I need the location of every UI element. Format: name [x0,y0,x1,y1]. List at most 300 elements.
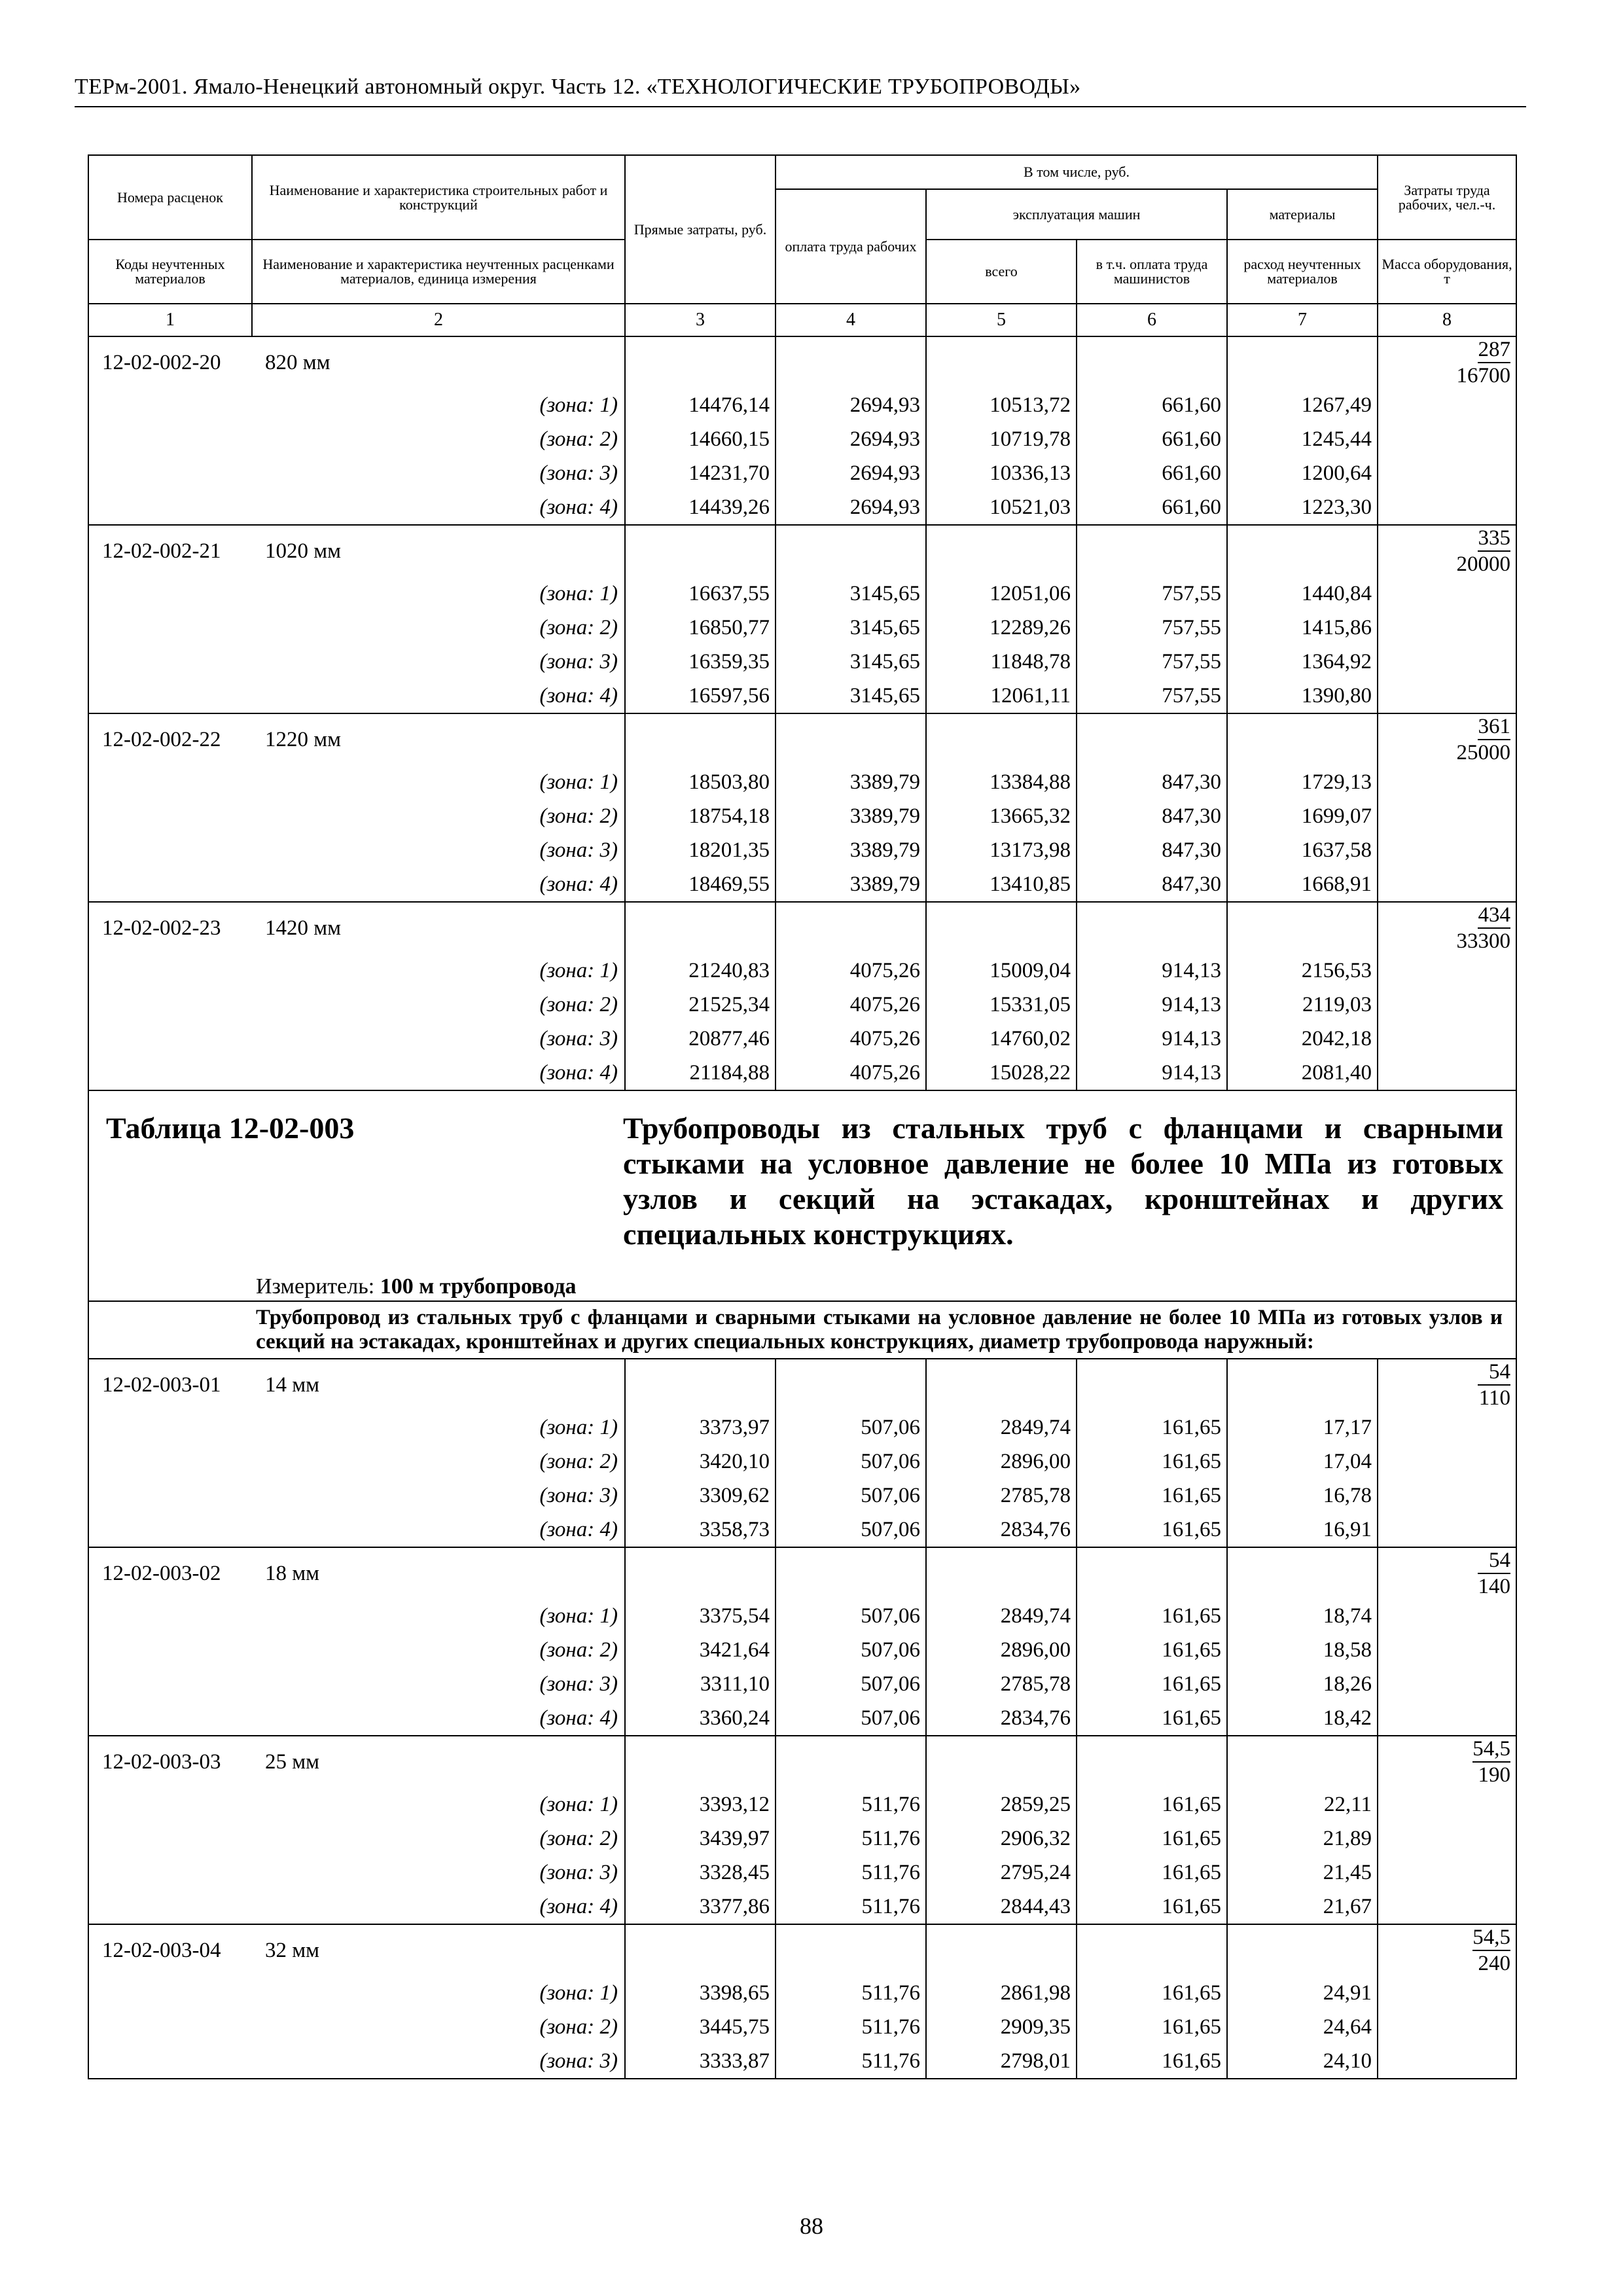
empty-cell [1378,1976,1516,2010]
value-cell: 14660,15 [625,422,776,456]
value-cell: 12289,26 [926,611,1077,645]
value-cell: 2119,03 [1227,988,1378,1022]
hdr-incl: В том числе, руб. [776,155,1378,189]
empty-cell [1378,1410,1516,1444]
value-cell: 2694,93 [776,456,926,490]
value-cell: 13665,32 [926,799,1077,833]
zone-row [88,988,1516,1022]
empty-cell [1378,577,1516,611]
labour-mass-fraction [1378,1924,1516,1976]
value-cell: 507,06 [776,1701,926,1736]
zone-label: (зона: 3) [539,649,618,673]
rate-code: 12-02-002-20 [88,336,252,388]
zone-label: (зона: 4) [539,1517,618,1541]
zone-row [88,679,1516,713]
empty-cell [88,679,252,713]
value-cell: 3373,97 [625,1410,776,1444]
empty-cell [88,1479,252,1513]
col-num: 3 [625,304,776,336]
value-cell: 3358,73 [625,1513,776,1547]
value-cell: 847,30 [1077,799,1227,833]
empty-cell [1227,1736,1378,1787]
empty-cell [1378,1633,1516,1667]
empty-cell [776,525,926,577]
empty-cell [1378,611,1516,645]
table-heading: Трубопроводы из стальных труб с фланцами и сварными стыками на условное давление не более 10 МПа из готовых узлов и секций на эстакадах, кронштейнах и других специальных конструкциях. [623,1111,1503,1251]
empty-cell [1378,1701,1516,1736]
value-cell: 16637,55 [625,577,776,611]
value-cell: 4075,26 [776,1056,926,1090]
rate-name: 25 мм [252,1736,625,1787]
value-cell: 661,60 [1077,388,1227,422]
empty-cell [1378,1787,1516,1821]
empty-cell [776,1359,926,1410]
rate-row [88,525,1516,577]
value-cell: 161,65 [1077,1513,1227,1547]
labour-mass-fraction [1378,902,1516,954]
empty-cell [776,336,926,388]
zone-label: (зона: 4) [539,683,618,708]
value-cell: 2694,93 [776,388,926,422]
value-cell: 3360,24 [625,1701,776,1736]
empty-cell [88,1667,252,1701]
equipment-mass: 16700 [1456,364,1511,387]
empty-cell [1378,1599,1516,1633]
equipment-mass: 140 [1478,1575,1511,1598]
empty-cell [1378,765,1516,799]
labour-hours: 335 [1478,526,1510,552]
zone-row [88,1056,1516,1090]
value-cell: 21,67 [1227,1890,1378,1924]
labour-mass-fraction [1378,336,1516,388]
zone-label: (зона: 1) [539,1981,618,2005]
value-cell: 161,65 [1077,1479,1227,1513]
value-cell: 1200,64 [1227,456,1378,490]
zone-label: (зона: 1) [539,1415,618,1439]
zone-row [88,645,1516,679]
empty-cell [926,336,1077,388]
measure-label: Измеритель: [256,1274,375,1299]
rate-name: 820 мм [252,336,625,388]
rate-row [88,336,1516,388]
empty-cell [926,525,1077,577]
rate-row [88,902,1516,954]
value-cell: 507,06 [776,1444,926,1479]
empty-cell [1378,490,1516,525]
empty-cell [88,1701,252,1736]
labour-mass-fraction [1378,713,1516,765]
zone-label: (зона: 2) [539,427,618,451]
empty-cell [625,1736,776,1787]
value-cell: 511,76 [776,1890,926,1924]
value-cell: 3389,79 [776,867,926,902]
value-cell: 18201,35 [625,833,776,867]
col-num: 1 [88,304,252,336]
zone-label: (зона: 1) [539,1604,618,1628]
zone-row [88,867,1516,902]
rate-name: 1420 мм [252,902,625,954]
empty-cell [1378,679,1516,713]
labour-hours: 54 [1478,1359,1510,1386]
rate-code: 12-02-002-21 [88,525,252,577]
empty-cell [1378,1667,1516,1701]
value-cell: 757,55 [1077,679,1227,713]
value-cell: 15009,04 [926,954,1077,988]
zone-label: (зона: 2) [539,615,618,639]
zone-label: (зона: 2) [539,1638,618,1662]
empty-cell [1227,902,1378,954]
zone-label: (зона: 4) [539,872,618,896]
empty-cell [88,954,252,988]
value-cell: 11848,78 [926,645,1077,679]
hdr-mat-name: Наименование и характеристика неучтенных расценками материалов, единица измерения [252,240,625,304]
value-cell: 1223,30 [1227,490,1378,525]
value-cell: 1440,84 [1227,577,1378,611]
value-cell: 13384,88 [926,765,1077,799]
rate-code: 12-02-002-22 [88,713,252,765]
zone-label: (зона: 2) [539,1826,618,1850]
empty-cell [88,1976,252,2010]
zone-row [88,388,1516,422]
hdr-wages: оплата труда рабочих [776,189,926,304]
section-description: Трубопровод из стальных труб с фланцами и сварными стыками на условное давление не более 10 МПа из готовых узлов и секций на эстакадах, кронштейнах и других специальных конструкциях, диаметр трубопровода наружный: [88,1301,1516,1359]
equipment-mass: 240 [1478,1952,1511,1975]
empty-cell [88,1821,252,1856]
value-cell: 2081,40 [1227,1056,1378,1090]
empty-cell [88,645,252,679]
value-cell: 2785,78 [926,1479,1077,1513]
value-cell: 21,45 [1227,1856,1378,1890]
value-cell: 3398,65 [625,1976,776,2010]
value-cell: 914,13 [1077,988,1227,1022]
value-cell: 3389,79 [776,799,926,833]
value-cell: 1245,44 [1227,422,1378,456]
value-cell: 14760,02 [926,1022,1077,1056]
value-cell: 161,65 [1077,1890,1227,1924]
zone-label: (зона: 2) [539,1449,618,1473]
zone-label: (зона: 3) [539,1026,618,1050]
value-cell: 507,06 [776,1513,926,1547]
value-cell: 2785,78 [926,1667,1077,1701]
value-cell: 2896,00 [926,1633,1077,1667]
empty-cell [88,1056,252,1090]
empty-cell [625,336,776,388]
empty-cell [1227,1924,1378,1976]
value-cell: 511,76 [776,2044,926,2079]
empty-cell [926,713,1077,765]
value-cell: 914,13 [1077,954,1227,988]
value-cell: 1729,13 [1227,765,1378,799]
value-cell: 3145,65 [776,611,926,645]
value-cell: 17,04 [1227,1444,1378,1479]
empty-cell [1378,833,1516,867]
empty-cell [1378,2044,1516,2079]
value-cell: 3377,86 [625,1890,776,1924]
empty-cell [88,1410,252,1444]
value-cell: 2834,76 [926,1701,1077,1736]
value-cell: 4075,26 [776,954,926,988]
labour-hours: 361 [1478,714,1510,740]
zone-row [88,1701,1516,1736]
value-cell: 18503,80 [625,765,776,799]
empty-cell [88,1444,252,1479]
value-cell: 507,06 [776,1667,926,1701]
value-cell: 161,65 [1077,1599,1227,1633]
empty-cell [88,2010,252,2044]
value-cell: 16597,56 [625,679,776,713]
zone-label: (зона: 1) [539,393,618,417]
empty-cell [1378,1513,1516,1547]
value-cell: 1267,49 [1227,388,1378,422]
value-cell: 20877,46 [625,1022,776,1056]
value-cell: 2861,98 [926,1976,1077,2010]
empty-cell [1227,713,1378,765]
value-cell: 10513,72 [926,388,1077,422]
equipment-mass: 33300 [1456,929,1511,953]
empty-cell [1077,336,1227,388]
zone-label: (зона: 1) [539,958,618,982]
empty-cell [88,1513,252,1547]
value-cell: 3439,97 [625,1821,776,1856]
hdr-machinists: в т.ч. оплата труда машинистов [1077,240,1227,304]
empty-cell [88,611,252,645]
value-cell: 21525,34 [625,988,776,1022]
value-cell: 2906,32 [926,1821,1077,1856]
empty-cell [88,1599,252,1633]
value-cell: 3389,79 [776,765,926,799]
value-cell: 12061,11 [926,679,1077,713]
value-cell: 2844,43 [926,1890,1077,1924]
value-cell: 15028,22 [926,1056,1077,1090]
col-num: 2 [252,304,625,336]
empty-cell [1077,1547,1227,1599]
value-cell: 757,55 [1077,645,1227,679]
table-label: Таблица 12-02-003 [106,1111,355,1145]
value-cell: 18,58 [1227,1633,1378,1667]
page-number: 88 [800,2213,823,2239]
empty-cell [1077,1736,1227,1787]
zone-row [88,1599,1516,1633]
value-cell: 1668,91 [1227,867,1378,902]
value-cell: 3420,10 [625,1444,776,1479]
zone-row [88,1633,1516,1667]
empty-cell [1227,1359,1378,1410]
zone-label: (зона: 4) [252,1056,625,1090]
empty-cell [88,765,252,799]
value-cell: 3333,87 [625,2044,776,2079]
value-cell: 18469,55 [625,867,776,902]
zone-row [88,422,1516,456]
empty-cell [1378,1479,1516,1513]
empty-cell [88,988,252,1022]
rate-name: 14 мм [252,1359,625,1410]
value-cell: 2042,18 [1227,1022,1378,1056]
col-num: 8 [1378,304,1516,336]
empty-cell [88,1022,252,1056]
zone-row [88,1479,1516,1513]
value-cell: 12051,06 [926,577,1077,611]
rate-row [88,713,1516,765]
zone-label: (зона: 3) [539,1672,618,1696]
value-cell: 2694,93 [776,422,926,456]
value-cell: 3311,10 [625,1667,776,1701]
empty-cell [88,867,252,902]
value-cell: 2795,24 [926,1856,1077,1890]
value-cell: 511,76 [776,2010,926,2044]
labour-hours: 434 [1478,903,1510,929]
value-cell: 914,13 [1077,1022,1227,1056]
value-cell: 2849,74 [926,1599,1077,1633]
hdr-mass: Масса оборудования, т [1378,240,1516,304]
equipment-mass: 190 [1478,1763,1511,1787]
value-cell: 847,30 [1077,765,1227,799]
zone-row [88,1976,1516,2010]
zone-label: (зона: 3) [539,1483,618,1507]
empty-cell [88,1633,252,1667]
zone-row [88,833,1516,867]
value-cell: 2896,00 [926,1444,1077,1479]
empty-cell [1378,422,1516,456]
value-cell: 10719,78 [926,422,1077,456]
value-cell: 16,91 [1227,1513,1378,1547]
value-cell: 1415,86 [1227,611,1378,645]
value-cell: 10336,13 [926,456,1077,490]
empty-cell [1077,713,1227,765]
value-cell: 661,60 [1077,456,1227,490]
value-cell: 757,55 [1077,611,1227,645]
hdr-codes: Номера расценок [88,155,252,240]
value-cell: 24,91 [1227,1976,1378,2010]
rate-name: 32 мм [252,1924,625,1976]
empty-cell [1378,954,1516,988]
value-cell: 3389,79 [776,833,926,867]
empty-cell [926,1547,1077,1599]
empty-cell [625,902,776,954]
zone-row [88,1410,1516,1444]
value-cell: 2859,25 [926,1787,1077,1821]
value-cell: 507,06 [776,1633,926,1667]
empty-cell [926,1924,1077,1976]
value-cell: 14439,26 [625,490,776,525]
labour-hours: 54,5 [1472,1925,1510,1951]
value-cell: 13173,98 [926,833,1077,867]
empty-cell [1378,1856,1516,1890]
zone-row [88,1022,1516,1056]
empty-cell [1077,902,1227,954]
empty-cell [1378,988,1516,1022]
empty-cell [1378,867,1516,902]
labour-mass-fraction [1378,1547,1516,1599]
zone-row [88,1856,1516,1890]
value-cell: 161,65 [1077,1633,1227,1667]
labour-mass-fraction [1378,525,1516,577]
zone-row [88,456,1516,490]
equipment-mass: 110 [1478,1386,1511,1410]
zone-row [88,799,1516,833]
empty-cell [88,1856,252,1890]
zone-row [88,765,1516,799]
hdr-labour: Затраты труда рабочих, чел.-ч. [1378,155,1516,240]
empty-cell [88,456,252,490]
equipment-mass: 25000 [1456,741,1511,764]
value-cell: 511,76 [776,1821,926,1856]
value-cell: 3375,54 [625,1599,776,1633]
empty-cell [926,1359,1077,1410]
value-cell: 2694,93 [776,490,926,525]
empty-cell [1077,1924,1227,1976]
hdr-materials: материалы [1227,189,1378,240]
empty-cell [88,422,252,456]
value-cell: 2834,76 [926,1513,1077,1547]
zone-row [88,1890,1516,1924]
zone-label: (зона: 4) [539,1894,618,1918]
empty-cell [776,1547,926,1599]
value-cell: 21240,83 [625,954,776,988]
value-cell: 13410,85 [926,867,1077,902]
empty-cell [1378,456,1516,490]
labour-hours: 54,5 [1472,1736,1510,1763]
zone-label: (зона: 2) [539,2015,618,2039]
value-cell: 507,06 [776,1410,926,1444]
empty-cell [625,1547,776,1599]
empty-cell [1378,1444,1516,1479]
empty-cell [1378,388,1516,422]
zone-row [88,490,1516,525]
rate-name: 18 мм [252,1547,625,1599]
zone-label: (зона: 2) [539,804,618,828]
rate-code: 12-02-003-02 [88,1547,252,1599]
value-cell: 15331,05 [926,988,1077,1022]
zone-label: (зона: 3) [539,1860,618,1884]
value-cell: 511,76 [776,1976,926,2010]
value-cell: 511,76 [776,1856,926,1890]
rate-code: 12-02-003-01 [88,1359,252,1410]
rate-code: 12-02-003-03 [88,1736,252,1787]
value-cell: 24,10 [1227,2044,1378,2079]
value-cell: 847,30 [1077,867,1227,902]
value-cell: 507,06 [776,1599,926,1633]
value-cell: 161,65 [1077,1856,1227,1890]
hdr-unacc-mat: расход неучтенных материалов [1227,240,1378,304]
empty-cell [625,525,776,577]
zone-label: (зона: 2) [539,992,618,1016]
value-cell: 161,65 [1077,1444,1227,1479]
rate-name: 1020 мм [252,525,625,577]
value-cell: 661,60 [1077,422,1227,456]
value-cell: 18,42 [1227,1701,1378,1736]
hdr-name: Наименование и характеристика строительных работ и конструкций [252,155,625,240]
value-cell: 1364,92 [1227,645,1378,679]
value-cell: 3145,65 [776,679,926,713]
rate-code: 12-02-002-23 [88,902,252,954]
value-cell: 21,89 [1227,1821,1378,1856]
empty-cell [1378,1821,1516,1856]
measure-line [256,1274,577,1299]
empty-cell [88,2044,252,2079]
zone-row [88,577,1516,611]
empty-cell [776,713,926,765]
value-cell: 22,11 [1227,1787,1378,1821]
empty-cell [1077,525,1227,577]
zone-label: (зона: 4) [539,495,618,519]
empty-cell [776,902,926,954]
value-cell: 3445,75 [625,2010,776,2044]
rates-table [88,154,1517,2079]
zone-label: (зона: 1) [539,770,618,794]
zone-label: (зона: 3) [252,2044,625,2079]
zone-label: (зона: 1) [539,581,618,605]
col-num: 6 [1077,304,1227,336]
